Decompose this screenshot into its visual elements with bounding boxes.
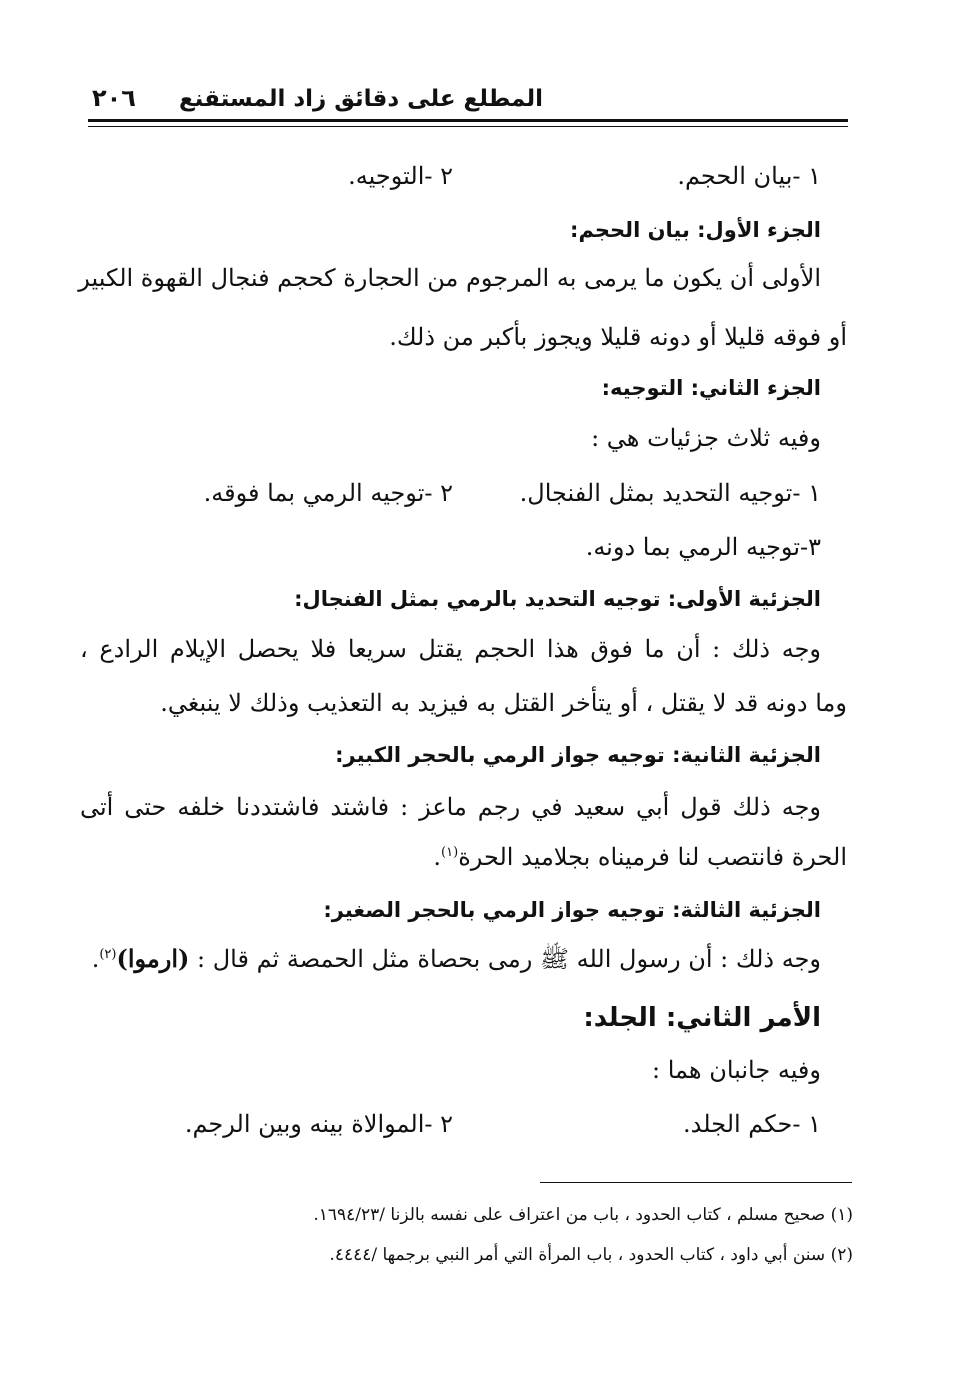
header-rule-thin xyxy=(88,126,848,127)
footnote-1: (١) صحيح مسلم ، كتاب الحدود ، باب من اعتراف على نفسه بالزنا /١٦٩٤/٢٣. xyxy=(313,1205,853,1225)
heading-sub1: الجزئية الأولى: توجيه التحديد بالرمي بمثل الفنجال: xyxy=(294,587,821,611)
list2-item3: ٣-توجيه الرمي بما دونه. xyxy=(585,533,821,561)
sub3-end: . xyxy=(91,945,100,973)
page-number: ٢٠٦ xyxy=(92,84,136,112)
footnote-ref-2[interactable]: (٢) xyxy=(99,947,117,962)
footnote-ref-1[interactable]: (١) xyxy=(441,845,459,860)
sub3-line1 xyxy=(92,945,821,974)
heading-sub3: الجزئية الثالثة: توجيه جواز الرمي بالحجر الصغير: xyxy=(323,898,821,922)
header-rule-thick xyxy=(88,119,848,122)
sub3-text: وجه ذلك : أن رسول الله ﷺ رمى بحصاة مثل الحمصة ثم قال : xyxy=(197,945,821,973)
heading-part1: الجزء الأول: بيان الحجم: xyxy=(570,218,821,242)
list2-item2: ٢ -توجيه الرمي بما فوقه. xyxy=(203,479,453,507)
sub2-line2-text: الحرة فانتصب لنا فرميناه بجلاميد الحرة xyxy=(458,843,847,871)
list3-item1: ١ -حكم الجلد. xyxy=(683,1110,821,1138)
list3-item2: ٢ -الموالاة بينه وبين الرجم. xyxy=(184,1110,453,1138)
heading-part2: الجزء الثاني: التوجيه: xyxy=(601,376,821,400)
sub2-line1: وجه ذلك قول أبي سعيد في رجم ماعز : فاشتد فاشتددنا خلفه حتى أتى xyxy=(80,793,821,821)
footnote-2: (٢) سنن أبي داود ، كتاب الحدود ، باب المرأة التي أمر النبي برجمها /٤٤٤٤. xyxy=(329,1245,853,1265)
sub1-line1: وجه ذلك : أن ما فوق هذا الحجم يقتل سريعا فلا يحصل الإيلام الرادع ، xyxy=(80,635,821,663)
running-title: المطلع على دقائق زاد المستقنع xyxy=(178,86,543,112)
part1-line1: الأولى أن يكون ما يرمى به المرجوم من الحجارة كحجم فنجال القهوة الكبير xyxy=(78,264,821,292)
list1-item1: ١ -بيان الحجم. xyxy=(677,162,821,190)
list2-item1: ١ -توجيه التحديد بمثل الفنجال. xyxy=(519,479,821,507)
heading-amr2: الأمر الثاني: الجلد: xyxy=(583,1003,821,1033)
sub1-line2: وما دونه قد لا يقتل ، أو يتأخر القتل به فيزيد به التعذيب وذلك لا ينبغي. xyxy=(160,689,847,717)
part2-intro: وفيه ثلاث جزئيات هي : xyxy=(591,424,821,452)
list1-item2: ٢ -التوجيه. xyxy=(348,162,453,190)
footnote-separator xyxy=(540,1182,852,1183)
sub3-quote: (ارموا) xyxy=(116,944,190,973)
sub2-line2 xyxy=(433,843,847,872)
sub2-line2-end: . xyxy=(433,843,442,871)
part1-line2: أو فوقه قليلا أو دونه قليلا ويجوز بأكبر من ذلك. xyxy=(389,323,847,351)
heading-sub2: الجزئية الثانية: توجيه جواز الرمي بالحجر الكبير: xyxy=(335,743,821,767)
amr2-intro: وفيه جانبان هما : xyxy=(652,1056,821,1084)
